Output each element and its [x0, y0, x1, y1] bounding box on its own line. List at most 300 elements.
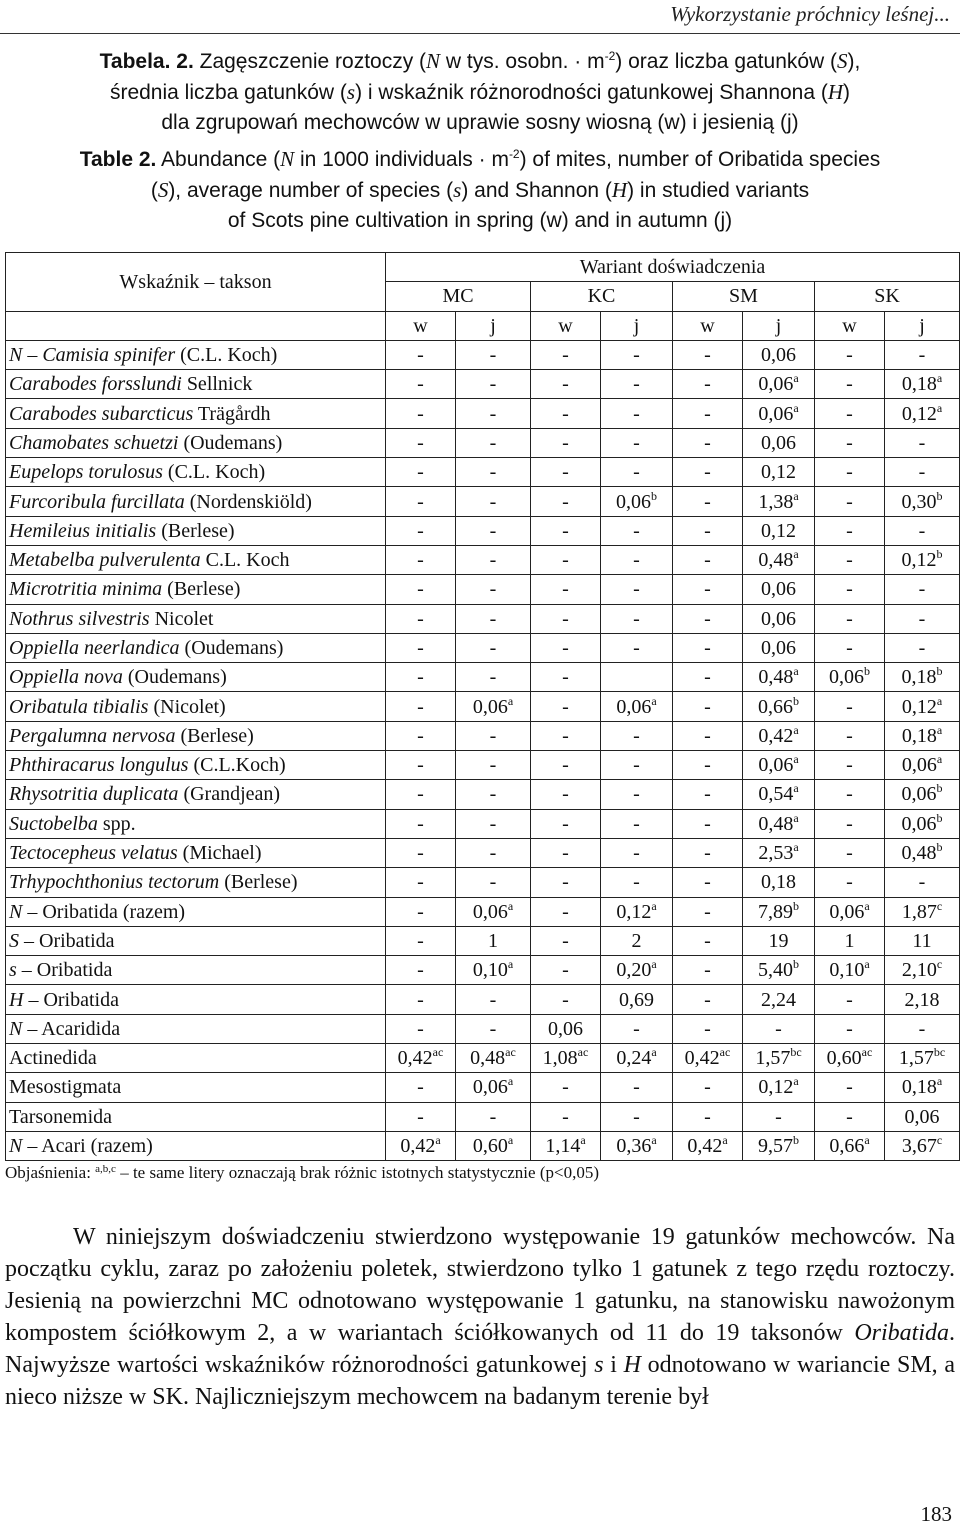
value-cell [531, 340, 601, 369]
value-cell [885, 399, 960, 428]
exponent: -2 [508, 147, 520, 161]
cell-value: 0,66 [758, 695, 793, 718]
cell-value: 0,42 [400, 1135, 436, 1158]
table-row [6, 633, 960, 662]
cell-value: 0,06 [472, 695, 508, 718]
value-cell [743, 780, 815, 809]
taxon-author: (C.L. Koch) [162, 461, 266, 484]
value-cell [601, 926, 673, 955]
value-cell [815, 1014, 885, 1043]
value-cell [885, 1102, 960, 1131]
value-cell [815, 487, 885, 516]
cell-value: 9,57 [758, 1135, 793, 1158]
value-cell [456, 663, 531, 692]
cell-value: - [562, 344, 569, 367]
taxon-species: Microtritia minima [9, 578, 163, 601]
value-cell [386, 1014, 456, 1043]
cell-value: 0,18 [901, 666, 937, 689]
cell-value: - [417, 519, 424, 542]
cell-value: - [417, 461, 424, 484]
caption-en-label: Table 2. [79, 148, 157, 171]
cell-value: - [704, 783, 711, 806]
taxon-cell [6, 1073, 386, 1102]
significance-letter: a [507, 898, 514, 913]
cell-value: - [562, 1105, 569, 1128]
paragraph-text: W niniejszym doświadczeniu stwierdzono występowanie 19 gatunków mechowców. Na początku cyklu, zaraz po założeniu poletek, stwierdzono tylko 1 gatunek z tego rzędu roztoczy. Jesienią na powierzchni MC odnotowano występowanie 1 gatunku, na stanowisku nawożonym kompostem ściółkowym 2, a w wariantach ściółkowanych od 11 do 19 taksonów [5, 1224, 955, 1346]
value-cell [743, 428, 815, 457]
significance-letter: a [651, 898, 657, 913]
value-cell [815, 1073, 885, 1102]
table-row [6, 926, 960, 955]
significance-letter: a [936, 371, 943, 386]
cell-value: - [633, 1076, 640, 1099]
taxon-species: S [9, 929, 19, 952]
taxon-cell [6, 545, 386, 574]
symbol-n: N [426, 49, 441, 73]
table-row [6, 838, 960, 867]
cell-value: - [846, 812, 853, 835]
caption-text: ), average number of species ( [168, 179, 454, 202]
value-cell [601, 1131, 673, 1160]
cell-value: - [918, 461, 926, 484]
cell-value: - [704, 1105, 711, 1128]
cell-value: 0,24 [616, 1047, 652, 1070]
taxon-species: Oppiella nova [9, 666, 123, 689]
value-cell [386, 428, 456, 457]
value-cell [885, 428, 960, 457]
value-cell [673, 1014, 743, 1043]
indicator-header: Wskaźnik – takson [6, 253, 386, 312]
taxon-cell [6, 809, 386, 838]
table-row [6, 399, 960, 428]
symbol-s-lower: s [453, 178, 462, 202]
cell-value: - [417, 1105, 424, 1128]
cell-value: 0,06 [761, 607, 796, 630]
table-row [6, 604, 960, 633]
taxon-cell [6, 926, 386, 955]
taxon-author: (C.L. Koch) [175, 344, 278, 367]
value-cell [815, 545, 885, 574]
value-cell [743, 633, 815, 662]
cell-value: - [633, 402, 640, 425]
cell-value: 1 [488, 929, 498, 952]
cell-value: 0,12 [901, 549, 937, 572]
value-cell [386, 1102, 456, 1131]
value-cell [386, 399, 456, 428]
cell-value: 1,38 [758, 490, 794, 513]
cell-value: - [846, 461, 853, 484]
cell-value: 0,48 [758, 666, 794, 689]
cell-value: - [704, 519, 711, 542]
cell-value: 7,89 [758, 900, 793, 923]
significance-letter: a [651, 693, 657, 708]
taxon-species: Carabodes subarcticus [9, 402, 194, 425]
value-cell [386, 633, 456, 662]
value-cell [601, 809, 673, 838]
table-row [6, 663, 960, 692]
caption-text: ) [843, 81, 851, 104]
cell-value: 0,06 [761, 431, 796, 454]
cell-value: - [633, 607, 640, 630]
taxon-species: Rhysotritia duplicata [9, 783, 179, 806]
cell-value: - [704, 461, 711, 484]
cell-value: - [704, 373, 711, 396]
value-cell [386, 575, 456, 604]
cell-value: 0,06 [761, 637, 796, 659]
season-header: j [456, 311, 531, 340]
cell-value: - [846, 373, 853, 396]
cell-value: - [489, 578, 497, 601]
value-cell [673, 1102, 743, 1131]
variant-sk: SK [815, 282, 960, 311]
value-cell [673, 692, 743, 721]
value-cell [885, 487, 960, 516]
taxon-author: Mesostigmata [9, 1076, 122, 1099]
value-cell [386, 868, 456, 897]
value-cell [531, 1131, 601, 1160]
cell-value: - [489, 637, 497, 659]
value-cell [531, 926, 601, 955]
cell-value: - [846, 578, 853, 601]
table-row [6, 751, 960, 780]
caption-text: ), [847, 50, 861, 73]
value-cell [386, 1131, 456, 1160]
table-row [6, 721, 960, 750]
value-cell [673, 868, 743, 897]
cell-value: - [846, 724, 853, 747]
cell-value: 3,67 [901, 1135, 937, 1158]
value-cell [386, 487, 456, 516]
taxon-cell [6, 575, 386, 604]
value-cell [386, 956, 456, 985]
season-header: w [531, 311, 601, 340]
significance-letter: b [793, 1133, 799, 1148]
significance-letter: b [936, 547, 943, 562]
value-cell [885, 604, 960, 633]
significance-letter: a [651, 1045, 657, 1060]
taxon-species: Suctobelba [9, 812, 98, 835]
value-cell [743, 692, 815, 721]
cell-value: - [562, 578, 569, 601]
taxon-cell [6, 897, 386, 926]
footnote-text: – te same litery oznaczają brak różnic istotnych statystycznie (p<0,05) [115, 1163, 599, 1182]
table-row [6, 692, 960, 721]
cell-value: - [489, 871, 497, 894]
cell-value: - [417, 929, 424, 952]
cell-value: 0,66 [829, 1135, 865, 1158]
value-cell [456, 1044, 531, 1073]
cell-value: - [562, 666, 569, 689]
value-cell [456, 370, 531, 399]
cell-value: 0,06 [829, 666, 864, 689]
cell-value: 0,18 [901, 373, 937, 396]
cell-value: 0,42 [397, 1047, 433, 1070]
cell-value: 0,06 [758, 754, 794, 777]
value-cell [601, 751, 673, 780]
value-cell [885, 575, 960, 604]
taxon-cell [6, 516, 386, 545]
cell-value: 0,12 [761, 461, 796, 484]
cell-value: - [846, 549, 853, 572]
value-cell [815, 809, 885, 838]
cell-value: - [562, 519, 569, 542]
value-cell [456, 985, 531, 1014]
significance-letter: a [936, 693, 943, 708]
value-cell [386, 721, 456, 750]
caption-text: ( [150, 179, 158, 202]
cell-value: - [846, 637, 853, 659]
value-cell [531, 663, 601, 692]
taxon-cell [6, 487, 386, 516]
taxon-author: (Berlese) [175, 724, 254, 747]
cell-value: - [633, 783, 640, 806]
value-cell [815, 926, 885, 955]
cell-value: - [417, 373, 424, 396]
cell-value: - [489, 344, 497, 367]
value-cell [673, 926, 743, 955]
value-cell [456, 926, 531, 955]
cell-value: - [417, 578, 424, 601]
cell-value: - [704, 1076, 711, 1099]
cell-value: 0,10 [472, 959, 508, 982]
value-cell [601, 458, 673, 487]
cell-value: - [846, 607, 853, 630]
value-cell [743, 458, 815, 487]
table-row [6, 1073, 960, 1102]
value-cell [601, 780, 673, 809]
cell-value: - [846, 1017, 853, 1040]
value-cell [743, 370, 815, 399]
variant-kc: KC [531, 282, 673, 311]
cell-value: - [417, 900, 424, 923]
cell-value: 19 [768, 929, 789, 952]
cell-value: - [562, 461, 569, 484]
value-cell [531, 1044, 601, 1073]
taxon-author: – Oribatida [19, 929, 115, 952]
value-cell [456, 721, 531, 750]
taxon-species: Camisia spinifer [42, 344, 176, 367]
value-cell [386, 604, 456, 633]
significance-letter: a [580, 1133, 586, 1148]
cell-value: - [846, 871, 853, 894]
taxon-author: (Nordenskiöld) [184, 490, 312, 513]
value-cell [531, 809, 601, 838]
cell-value: - [704, 578, 711, 601]
value-cell [456, 399, 531, 428]
value-cell [531, 1014, 601, 1043]
value-cell [531, 838, 601, 867]
cell-value: - [918, 607, 926, 630]
cell-value: - [562, 402, 569, 425]
value-cell [743, 1073, 815, 1102]
symbol-n: N [280, 147, 295, 171]
caption-pl-line-3: dla zgrupowań mechowców w uprawie sosny wiosną (w) i jesienią (j) [161, 111, 799, 134]
taxon-author: (C.L.Koch) [188, 754, 286, 777]
value-cell [815, 663, 885, 692]
value-cell [673, 1131, 743, 1160]
value-cell [456, 868, 531, 897]
cell-value: - [417, 490, 424, 513]
significance-letter: c [936, 898, 943, 913]
cell-value: 0,06 [472, 1076, 508, 1099]
value-cell [743, 897, 815, 926]
cell-value: - [704, 900, 711, 923]
cell-value: - [417, 666, 424, 689]
value-cell [815, 399, 885, 428]
value-cell [743, 926, 815, 955]
value-cell [456, 897, 531, 926]
value-cell [885, 721, 960, 750]
value-cell [673, 487, 743, 516]
significance-letter: b [793, 693, 799, 708]
cell-value: - [562, 812, 569, 835]
value-cell [531, 458, 601, 487]
value-cell [456, 487, 531, 516]
value-cell [531, 633, 601, 662]
cell-value: - [704, 929, 711, 952]
value-cell [673, 780, 743, 809]
value-cell [885, 340, 960, 369]
cell-value: 0,06 [904, 1105, 940, 1128]
cell-value: - [489, 549, 497, 572]
table-row [6, 897, 960, 926]
cell-value: - [489, 1105, 497, 1128]
page-number: 183 [920, 1502, 952, 1526]
table-row [6, 1131, 960, 1160]
cell-value: - [633, 724, 640, 747]
taxon-species: Tectocepheus velatus [9, 842, 178, 865]
table-row [6, 868, 960, 897]
cell-value: 0,20 [616, 959, 652, 982]
caption-text: ) in studied variants [627, 179, 810, 202]
taxon-name: Oribatida [854, 1320, 949, 1346]
cell-value: - [562, 900, 569, 923]
cell-value: 0,06 [901, 812, 937, 835]
cell-value: - [562, 1076, 569, 1099]
value-cell [743, 604, 815, 633]
footnote-label: Objaśnienia: [5, 1163, 96, 1182]
symbol-s: S [837, 49, 848, 73]
cell-value: - [846, 988, 853, 1011]
significance-letter: a [793, 840, 799, 855]
significance-letter: a [793, 488, 799, 503]
value-cell [531, 428, 601, 457]
taxon-prefix: N – [9, 344, 43, 367]
taxon-species: N [9, 1017, 23, 1040]
value-cell [885, 956, 960, 985]
value-cell [673, 721, 743, 750]
taxon-author: (Grandjean) [178, 783, 281, 806]
value-cell [815, 721, 885, 750]
value-cell [885, 516, 960, 545]
taxon-author: – Acari (razem) [22, 1135, 153, 1158]
value-cell [531, 545, 601, 574]
value-cell [531, 897, 601, 926]
significance-letter: bc [790, 1045, 802, 1060]
season-header: w [673, 311, 743, 340]
value-cell [386, 692, 456, 721]
cell-value: - [704, 842, 711, 865]
taxon-cell [6, 340, 386, 369]
caption-en-line-2 [0, 175, 960, 206]
taxon-cell [6, 868, 386, 897]
cell-value: - [489, 607, 497, 630]
cell-value: 0,18 [761, 871, 796, 894]
variant-sm: SM [673, 282, 815, 311]
significance-letter: bc [933, 1045, 946, 1060]
cell-value: - [562, 871, 569, 894]
cell-value: 0,48 [470, 1047, 506, 1070]
value-cell [815, 370, 885, 399]
taxon-author: Actinedida [9, 1047, 97, 1070]
cell-value: - [489, 724, 497, 747]
value-cell [743, 516, 815, 545]
value-cell [386, 780, 456, 809]
cell-value: 11 [912, 929, 932, 952]
cell-value: - [846, 431, 853, 454]
value-cell [601, 516, 673, 545]
taxon-author: (Michael) [177, 842, 262, 865]
value-cell [743, 838, 815, 867]
cell-value: - [562, 724, 569, 747]
taxon-species: Oribatula tibialis [9, 695, 149, 718]
cell-value: - [489, 666, 497, 689]
cell-value: - [633, 549, 640, 572]
cell-value: - [775, 1105, 782, 1128]
cell-value: - [846, 519, 853, 542]
taxon-author: – Oribatida [16, 959, 113, 982]
value-cell [743, 809, 815, 838]
value-cell [673, 838, 743, 867]
cell-value: 0,48 [758, 549, 794, 572]
cell-value: - [633, 637, 640, 659]
taxon-author: (Nicolet) [148, 695, 226, 718]
cell-value: - [633, 871, 640, 894]
cell-value: - [846, 783, 853, 806]
cell-value: - [704, 637, 711, 659]
value-cell [815, 780, 885, 809]
season-header: j [601, 311, 673, 340]
significance-letter: a [936, 752, 943, 767]
significance-letter: a [435, 1133, 441, 1148]
value-cell [531, 604, 601, 633]
caption-pl-label: Tabela. 2. [99, 50, 194, 73]
value-cell [673, 985, 743, 1014]
cell-value: - [704, 724, 711, 747]
value-cell [386, 809, 456, 838]
significance-letter: a [936, 722, 943, 737]
taxon-author: (Oudemans) [178, 431, 283, 454]
value-cell [601, 370, 673, 399]
value-cell [456, 692, 531, 721]
value-cell [673, 663, 743, 692]
taxon-author: – Oribatida (razem) [22, 900, 186, 923]
significance-letter: b [936, 840, 943, 855]
value-cell [673, 575, 743, 604]
cell-value: - [562, 431, 569, 454]
value-cell [743, 985, 815, 1014]
value-cell [815, 1102, 885, 1131]
cell-value: 0,12 [616, 900, 652, 923]
table-row [6, 780, 960, 809]
taxon-species: Oppiella neerlandica [9, 637, 180, 659]
cell-value: 0,12 [901, 402, 937, 425]
cell-value: - [489, 431, 497, 454]
value-cell [885, 926, 960, 955]
symbol-h: H [611, 178, 628, 202]
taxon-author: – Oribatida [23, 988, 119, 1011]
taxon-species: s [9, 959, 17, 982]
